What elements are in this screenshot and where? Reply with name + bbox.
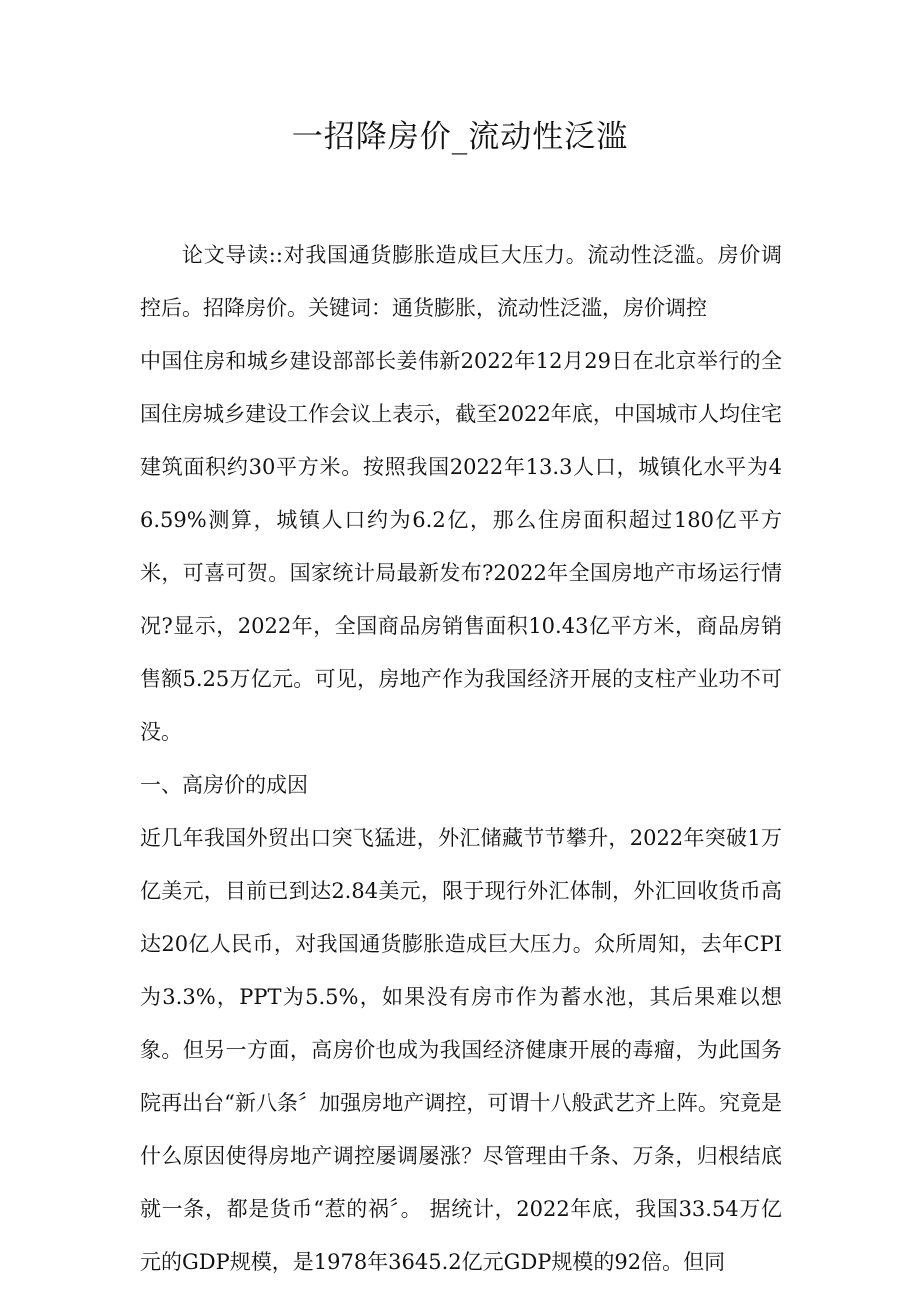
abstract-paragraph: 论文导读::对我国通货膨胀造成巨大压力。流动性泛滥。房价调控后。招降房价。关键词：通货膨胀，流动性泛滥，房价调控 <box>140 243 782 320</box>
document-body <box>140 229 782 1289</box>
section-heading: 一、高房价的成因 <box>140 773 308 797</box>
body-paragraph: 近几年我国外贸出口突飞猛进，外汇储藏节节攀升，2022年突破1万亿美元，目前已到达2.84美元，限于现行外汇体制，外汇回收货币高达20亿人民币，对我国通货膨胀造成巨大压力。众所周知，去年CPI为3.3%，PPT为5.5%，如果没有房市作为蓄水池，其后果难以想象。但另一方面，高房价也成为我国经济健康开展的毒瘤，为此国务院再出台“新八条〞加强房地产调控，可谓十八般武艺齐上阵。究竟是什么原因使得房地产调控屡调屡涨？尽管理由千条、万条，归根结底就一条，都是货币“惹的祸〞。 据统计，2022年底，我国33.54万亿元的GDP规模，是1978年3645.2亿元GDP规模的92倍。但同 <box>140 826 782 1274</box>
document-title: 一招降房价_流动性泛滥 <box>291 119 629 155</box>
body-paragraph: 中国住房和城乡建设部部长姜伟新2022年12月29日在北京举行的全国住房城乡建设工作会议上表示，截至2022年底，中国城市人均住宅建筑面积约30平方米。按照我国2022年13.3人口，城镇化水平为46.59%测算，城镇人口约为6.2亿，那么住房面积超过180亿平方米，可喜可贺。国家统计局最新发布?2022年全国房地产市场运行情况?显示，2022年，全国商品房销售面积10.43亿平方米，商品房销售额5.25万亿元。可见，房地产作为我国经济开展的支柱产业功不可没。 <box>140 349 782 744</box>
